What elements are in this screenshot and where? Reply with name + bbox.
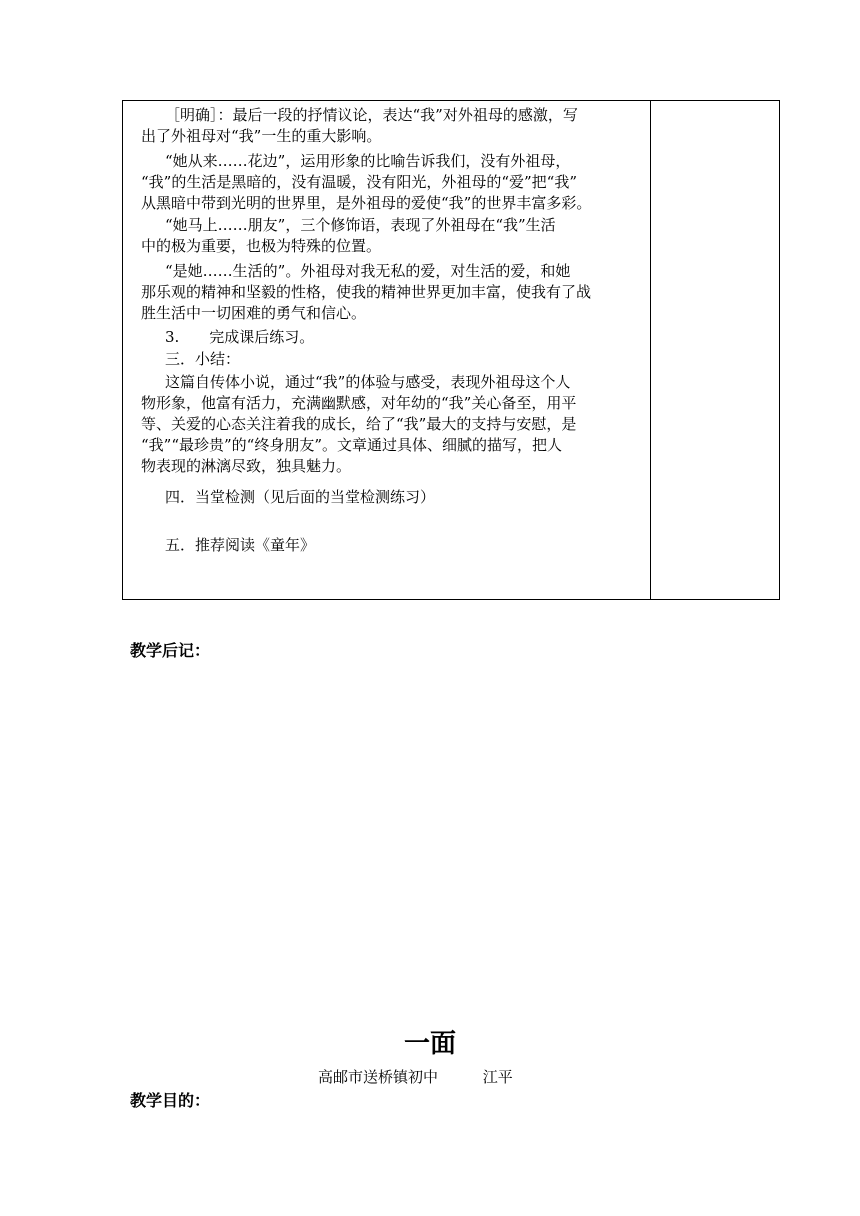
notes-cell [651, 101, 779, 599]
text-line: “是她……生活的”。外祖母对我无私的爱，对生活的爱，和她 [165, 262, 571, 280]
text-line: 三．小结： [165, 350, 241, 368]
text-line: 3. 完成课后练习。 [165, 328, 315, 346]
text-line: “我”的生活是黑暗的，没有温暖，没有阳光，外祖母的“爱”把“我” [141, 173, 578, 191]
teaching-objectives-label: 教学目的： [130, 1091, 211, 1110]
text-line: 物形象，他富有活力，充满幽默感，对年幼的“我”关心备至，用平 [141, 394, 577, 412]
section-in-class-test [141, 487, 646, 508]
step-exercises [141, 327, 646, 348]
section-recommended-reading [141, 535, 646, 556]
paragraph-metaphor [141, 151, 646, 214]
text-line: “我”“最珍贵”的“终身朋友”。文章通过具体、细腻的描写，把人 [141, 436, 563, 454]
byline [318, 1066, 513, 1087]
school-name: 高邮市送桥镇初中 [318, 1068, 439, 1086]
text-line: 那乐观的精神和坚毅的性格，使我的精神世界更加丰富，使我有了战 [141, 283, 592, 301]
lesson-table [122, 100, 780, 600]
text-line: 等、关爱的心态关注着我的成长，给了“我”最大的支持与安慰，是 [141, 415, 577, 433]
lesson-content-cell [123, 101, 651, 599]
text-line: 中的极为重要，也极为特殊的位置。 [141, 237, 382, 255]
lesson-title: 一面 [403, 1029, 456, 1059]
paragraph-clarification [141, 105, 646, 147]
text-line: “她马上……朋友”，三个修饰语，表现了外祖母在“我”生活 [165, 216, 556, 234]
text-line: 五．推荐阅读《童年》 [165, 536, 316, 554]
text-line: ［明确］：最后一段的抒情议论，表达“我”对外祖母的感激，写 [165, 106, 578, 124]
text-line: 出了外祖母对“我”一生的重大影响。 [141, 127, 382, 145]
after-teaching-notes-label: 教学后记： [130, 641, 211, 660]
text-line: 物表现的淋漓尽致，独具魅力。 [141, 457, 352, 475]
author-name: 江平 [482, 1068, 513, 1086]
text-line: 从黑暗中带到光明的世界里，是外祖母的爱使“我”的世界丰富多彩。 [141, 194, 592, 212]
text-line: “她从来……花边”，运用形象的比喻告诉我们，没有外祖母， [165, 152, 571, 170]
paragraph-summary [141, 372, 646, 477]
section-summary-heading [141, 349, 646, 370]
text-line: 胜生活中一切困难的勇气和信心。 [141, 304, 367, 322]
text-line: 这篇自传体小说，通过“我”的体验与感受，表现外祖母这个人 [165, 373, 571, 391]
paragraph-love [141, 261, 646, 324]
paragraph-modifiers [141, 215, 646, 257]
text-line: 四．当堂检测（见后面的当堂检测练习） [165, 488, 436, 506]
